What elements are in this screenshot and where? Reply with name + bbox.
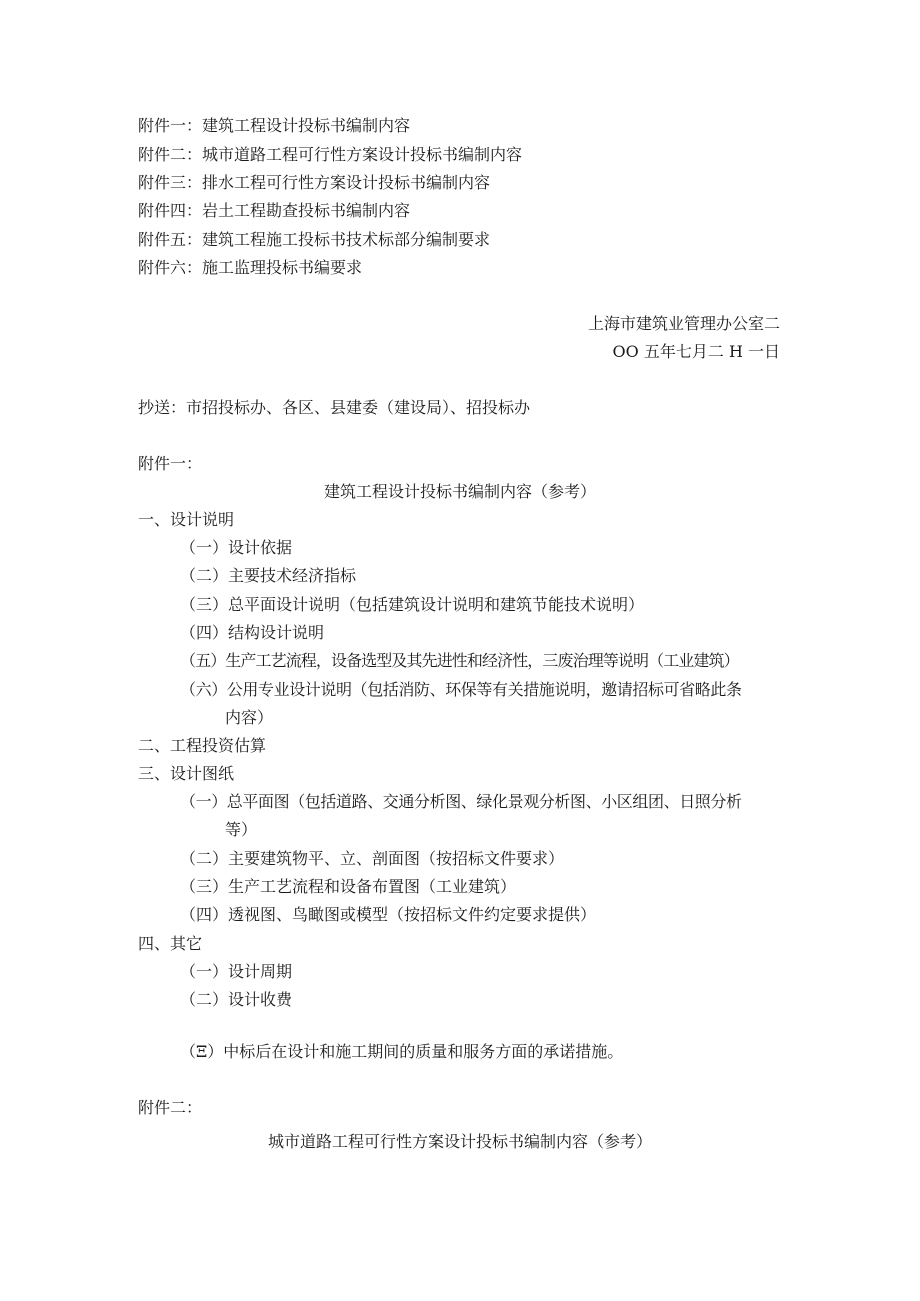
section-item: （二）主要建筑物平、立、剖面图（按招标文件要求） (180, 849, 565, 868)
section-item: （一）总平面图（包括道路、交通分析图、绿化景观分析图、小区组团、日照分析 (180, 792, 742, 811)
cc-line: 抄送：市招投标办、各区、县建委（建设局）、招投标办 (138, 398, 531, 417)
attachment1-title: 建筑工程设计投标书编制内容（参考） (323, 482, 596, 501)
section-item: （三）生产工艺流程和设备布置图（工业建筑） (180, 877, 517, 896)
section-item: （Ξ）中标后在设计和施工期间的质量和服务方面的承诺措施。 (180, 1042, 624, 1061)
section-item: （三）总平面设计说明（包括建筑设计说明和建筑节能技术说明） (180, 595, 645, 614)
section-item: （二）主要技术经济指标 (180, 566, 357, 585)
section-item-continuation: 等） (225, 820, 258, 839)
attachment-list-item: 附件一：建筑工程设计投标书编制内容 (138, 116, 411, 135)
section-heading: 一、设计说明 (138, 510, 235, 529)
attachment-list-item: 附件二：城市道路工程可行性方案设计投标书编制内容 (138, 145, 523, 164)
section-heading: 四、其它 (138, 934, 203, 953)
section-item: （五）生产工艺流程，设备选型及其先进性和经济性，三废治理等说明（工业建筑） (180, 651, 739, 670)
section-heading: 二、工程投资估算 (138, 736, 267, 755)
section-item-continuation: 内容） (225, 708, 274, 727)
attachment2-title: 城市道路工程可行性方案设计投标书编制内容（参考） (267, 1132, 652, 1151)
signature-date: OO 五年七月二 H 一日 (612, 342, 780, 361)
attachment2-label: 附件二： (138, 1098, 203, 1117)
attachment-list-item: 附件三：排水工程可行性方案设计投标书编制内容 (138, 173, 491, 192)
section-item: （四）透视图、鸟瞰图或模型（按招标文件约定要求提供） (180, 905, 597, 924)
attachment-list-item: 附件五：建筑工程施工投标书技术标部分编制要求 (138, 230, 491, 249)
attachment-list-item: 附件四：岩土工程勘查投标书编制内容 (138, 201, 411, 220)
section-heading: 三、设计图纸 (138, 764, 235, 783)
section-item: （一）设计周期 (180, 962, 293, 981)
section-item: （四）结构设计说明 (180, 623, 325, 642)
section-item: （一）设计依据 (180, 538, 293, 557)
attachment1-label: 附件一： (138, 454, 203, 473)
section-item: （二）设计收费 (180, 990, 293, 1009)
section-item: （六）公用专业设计说明（包括消防、环保等有关措施说明，邀请招标可省略此条 (180, 680, 742, 699)
attachment-list-item: 附件六：施工监理投标书编要求 (138, 258, 363, 277)
signature-office: 上海市建筑业管理办公室二 (587, 314, 780, 333)
